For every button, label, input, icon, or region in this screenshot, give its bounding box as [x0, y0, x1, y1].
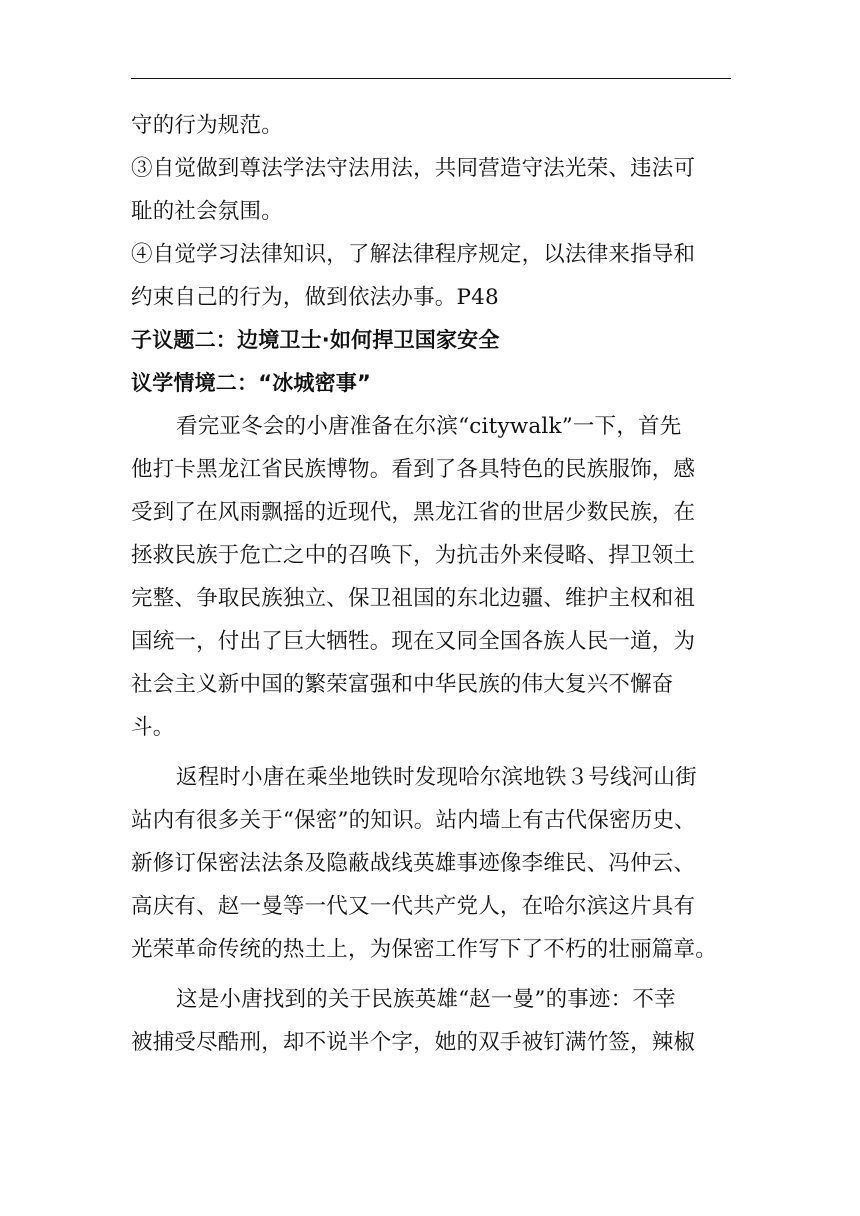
paragraph-line: 国统一，付出了巨大牺牲。现在又同全国各族人民一道，为	[131, 629, 696, 654]
paragraph-line: 新修订保密法法条及隐蔽战线英雄事迹像李维民、冯仲云、	[131, 851, 696, 876]
paragraph-line: 受到了在风雨飘摇的近现代，黑龙江省的世居少数民族，在	[131, 500, 696, 525]
paragraph-line: 高庆有、赵一曼等一代又一代共产党人，在哈尔滨这片具有	[131, 894, 696, 919]
text-line: ④自觉学习法律知识，了解法律程序规定，以法律来指导和	[131, 242, 696, 267]
text-line: 耻的社会氛围。	[131, 199, 283, 224]
paragraph-line: 拯救民族于危亡之中的召唤下，为抗击外来侵略、捍卫领土	[131, 543, 696, 568]
paragraph-line: 斗。	[131, 715, 175, 740]
subtopic-heading: 子议题二：边境卫士·如何捍卫国家安全	[131, 328, 500, 352]
paragraph-line: 完整、争取民族独立、保卫祖国的东北边疆、维护主权和祖	[131, 586, 696, 611]
scenario-heading: 议学情境二：“冰城密事”	[131, 371, 372, 395]
text-line: ③自觉做到尊法学法守法用法，共同营造守法光荣、违法可	[131, 156, 696, 181]
paragraph-line: 这是小唐找到的关于民族英雄“赵一曼”的事迹：不幸	[176, 987, 676, 1012]
paragraph-line: 光荣革命传统的热土上，为保密工作写下了不朽的壮丽篇章。	[131, 937, 717, 962]
paragraph-line: 返程时小唐在乘坐地铁时发现哈尔滨地铁３号线河山街	[176, 765, 697, 790]
text-line: 约束自己的行为，做到依法办事。P48	[131, 285, 499, 310]
text-line: 守的行为规范。	[131, 113, 283, 138]
paragraph-line: 被捕受尽酷刑，却不说半个字，她的双手被钉满竹签，辣椒	[131, 1030, 696, 1055]
paragraph-line: 他打卡黑龙江省民族博物。看到了各具特色的民族服饰，感	[131, 457, 696, 482]
paragraph-line: 站内有很多关于“保密”的知识。站内墙上有古代保密历史、	[131, 808, 696, 833]
paragraph-line: 社会主义新中国的繁荣富强和中华民族的伟大复兴不懈奋	[131, 672, 674, 697]
header-divider	[131, 78, 731, 79]
paragraph-line: 看完亚冬会的小唐准备在尔滨“citywalk”一下，首先	[176, 414, 682, 439]
document-body	[131, 104, 731, 1064]
